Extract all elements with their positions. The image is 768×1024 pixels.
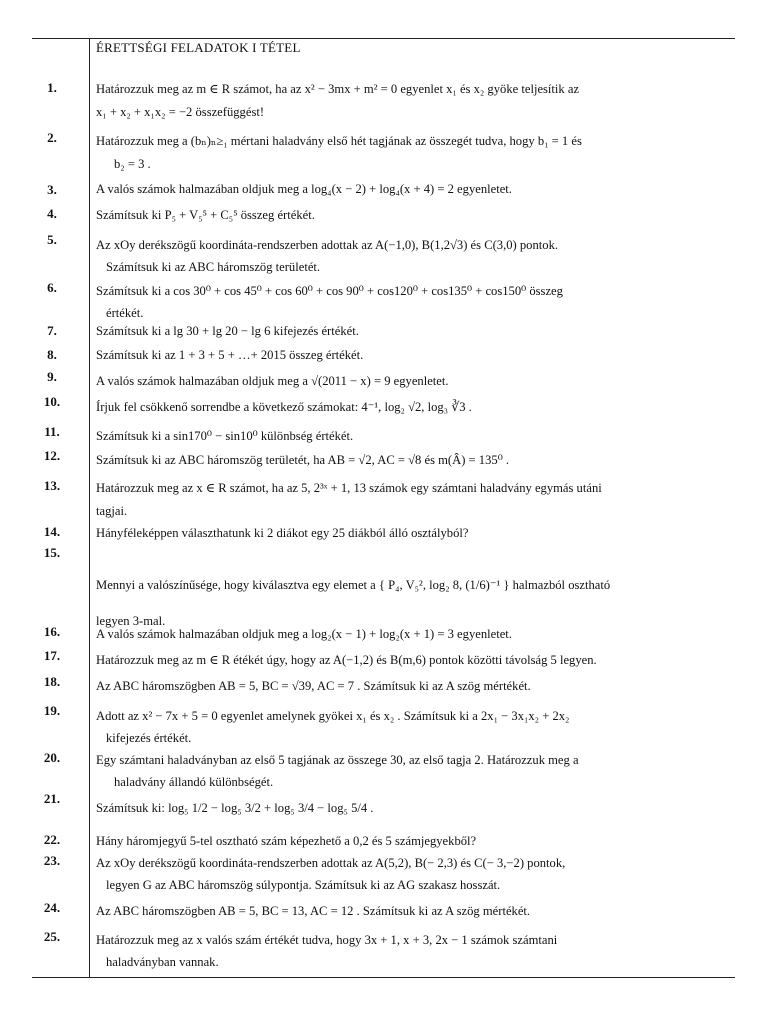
problem-number: 13. bbox=[43, 478, 61, 493]
problem-number: 23. bbox=[43, 853, 61, 868]
problem-text: Számítsuk ki P₅ + V₅⁵ + C₅⁵ összeg értékét. bbox=[96, 208, 315, 222]
problem-text: Számítsuk ki az 1 + 3 + 5 + …+ 2015 összeg értékét. bbox=[96, 348, 364, 362]
problem-text: Az xOy derékszögű koordináta-rendszerben adottak az A(5,2), B(− 2,3) és C(− 3,−2) pontok, legyen G az ABC háromszög súlypontja. Számítsuk ki az AG szakasz hosszát. bbox=[96, 856, 566, 892]
problem-text: Számítsuk ki a cos 30⁰ + cos 45⁰ + cos 60⁰ + cos 90⁰ + cos120⁰ + cos135⁰ + cos150⁰ összeg értékét. bbox=[96, 284, 563, 320]
problem-text: Határozzuk meg az m ∈ R számot, ha az x² − 3mx + m² = 0 egyenlet x₁ és x₂ gyöke teljesítik az x₁ + x₂ + x₁x₂ = −2 összefüggést! bbox=[96, 82, 580, 119]
problem-number: 7. bbox=[47, 323, 57, 338]
problem-number: 19. bbox=[43, 703, 61, 718]
problem-number: 24. bbox=[43, 900, 61, 915]
problem-text: Írjuk fel csökkenő sorrendbe a következő számokat: 4⁻¹, log₂ √2, log₃ ∛3 . bbox=[96, 400, 472, 414]
problem-text: Határozzuk meg az x ∈ R számot, ha az 5, 2³ˣ + 1, 13 számok egy számtani haladvány egymás utáni tagjai. bbox=[96, 481, 602, 518]
problem-text: A valós számok halmazában oldjuk meg a log₄(x − 2) + log₄(x + 4) = 2 egyenletet. bbox=[96, 182, 512, 196]
problem-number: 14. bbox=[43, 524, 61, 539]
problem-text: Adott az x² − 7x + 5 = 0 egyenlet amelynek gyökei x₁ és x₂ . Számítsuk ki a 2x₁ − 3x₁x₂ + 2x₂ kifejezés értékét. bbox=[96, 709, 570, 745]
problem-text: Az ABC háromszögben AB = 5, BC = √39, AC = 7 . Számítsuk ki az A szög mértékét. bbox=[96, 679, 531, 693]
problem-number: 11. bbox=[44, 424, 60, 439]
problem-text: Az ABC háromszögben AB = 5, BC = 13, AC = 12 . Számítsuk ki az A szög mértékét. bbox=[96, 904, 531, 918]
problem-number: 2. bbox=[47, 130, 57, 145]
problem-text: Az xOy derékszögű koordináta-rendszerben adottak az A(−1,0), B(1,2√3) és C(3,0) pontok. Számítsuk ki az ABC háromszög területét. bbox=[96, 238, 559, 274]
problem-text: Határozzuk meg a (bₙ)ₙ≥₁ mértani haladvány első hét tagjának az összegét tudva, hogy b₁ = 1 és b₂ = 3 . bbox=[96, 134, 582, 171]
problem-number: 16. bbox=[43, 624, 61, 639]
problem-number: 10. bbox=[43, 394, 61, 409]
problem-number: 9. bbox=[47, 369, 57, 384]
top-rule bbox=[32, 38, 735, 39]
problem-number: 3. bbox=[47, 182, 57, 197]
problem-number: 22. bbox=[43, 832, 61, 847]
problem-number: 17. bbox=[43, 648, 61, 663]
problem-number: 4. bbox=[47, 206, 57, 221]
problem-text: Számítsuk ki a sin170⁰ − sin10⁰ különbség értékét. bbox=[96, 429, 354, 443]
problem-text: Határozzuk meg az m ∈ R étékét úgy, hogy az A(−1,2) és B(m,6) pontok közötti távolság 5 legyen. bbox=[96, 653, 597, 667]
problem-number: 8. bbox=[47, 347, 57, 362]
problem-text: Számítsuk ki: log₅ 1/2 − log₅ 3/2 + log₅ 3/4 − log₅ 5/4 . bbox=[96, 801, 374, 815]
problem-number: 20. bbox=[43, 750, 61, 765]
problem-text: Mennyi a valószínűsége, hogy kiválasztva egy elemet a { P₄, V₅², log₂ 8, (1/6)⁻¹ } halmazból osztható legyen 3-mal. bbox=[96, 578, 611, 628]
problem-text: Számítsuk ki a lg 30 + lg 20 − lg 6 kifejezés értékét. bbox=[96, 324, 359, 338]
problem-text: Számítsuk ki az ABC háromszög területét, ha AB = √2, AC = √8 és m(Â) = 135⁰ . bbox=[96, 453, 510, 467]
problem-text: Hány háromjegyű 5-tel osztható szám képezhető a 0,2 és 5 számjegyekből? bbox=[96, 834, 477, 848]
problem-text: Hányféleképpen választhatunk ki 2 diákot egy 25 diákból álló osztályból? bbox=[96, 526, 469, 540]
problem-number: 25. bbox=[43, 929, 61, 944]
bottom-rule bbox=[32, 977, 735, 978]
column-divider bbox=[89, 38, 90, 978]
problem-text: Határozzuk meg az x valós szám értékét tudva, hogy 3x + 1, x + 3, 2x − 1 számok számtani haladványban vannak. bbox=[96, 933, 558, 969]
problem-number: 21. bbox=[43, 791, 61, 806]
worksheet-title: ÉRETTSÉGI FELADATOK I TÉTEL bbox=[96, 40, 301, 55]
problem-number: 6. bbox=[47, 280, 57, 295]
problem-text: Egy számtani haladványban az első 5 tagjának az összege 30, az első tagja 2. Határozzuk meg a haladvány állandó különbségét. bbox=[96, 753, 579, 789]
problem-number: 15. bbox=[43, 545, 61, 560]
problem-number: 1. bbox=[47, 80, 57, 95]
problem-text: A valós számok halmazában oldjuk meg a log₂(x − 1) + log₂(x + 1) = 3 egyenletet. bbox=[96, 627, 512, 641]
problem-number: 18. bbox=[43, 674, 61, 689]
problem-number: 5. bbox=[47, 232, 57, 247]
problem-text: A valós számok halmazában oldjuk meg a √(2011 − x) = 9 egyenletet. bbox=[96, 374, 449, 388]
problem-number: 12. bbox=[43, 448, 61, 463]
